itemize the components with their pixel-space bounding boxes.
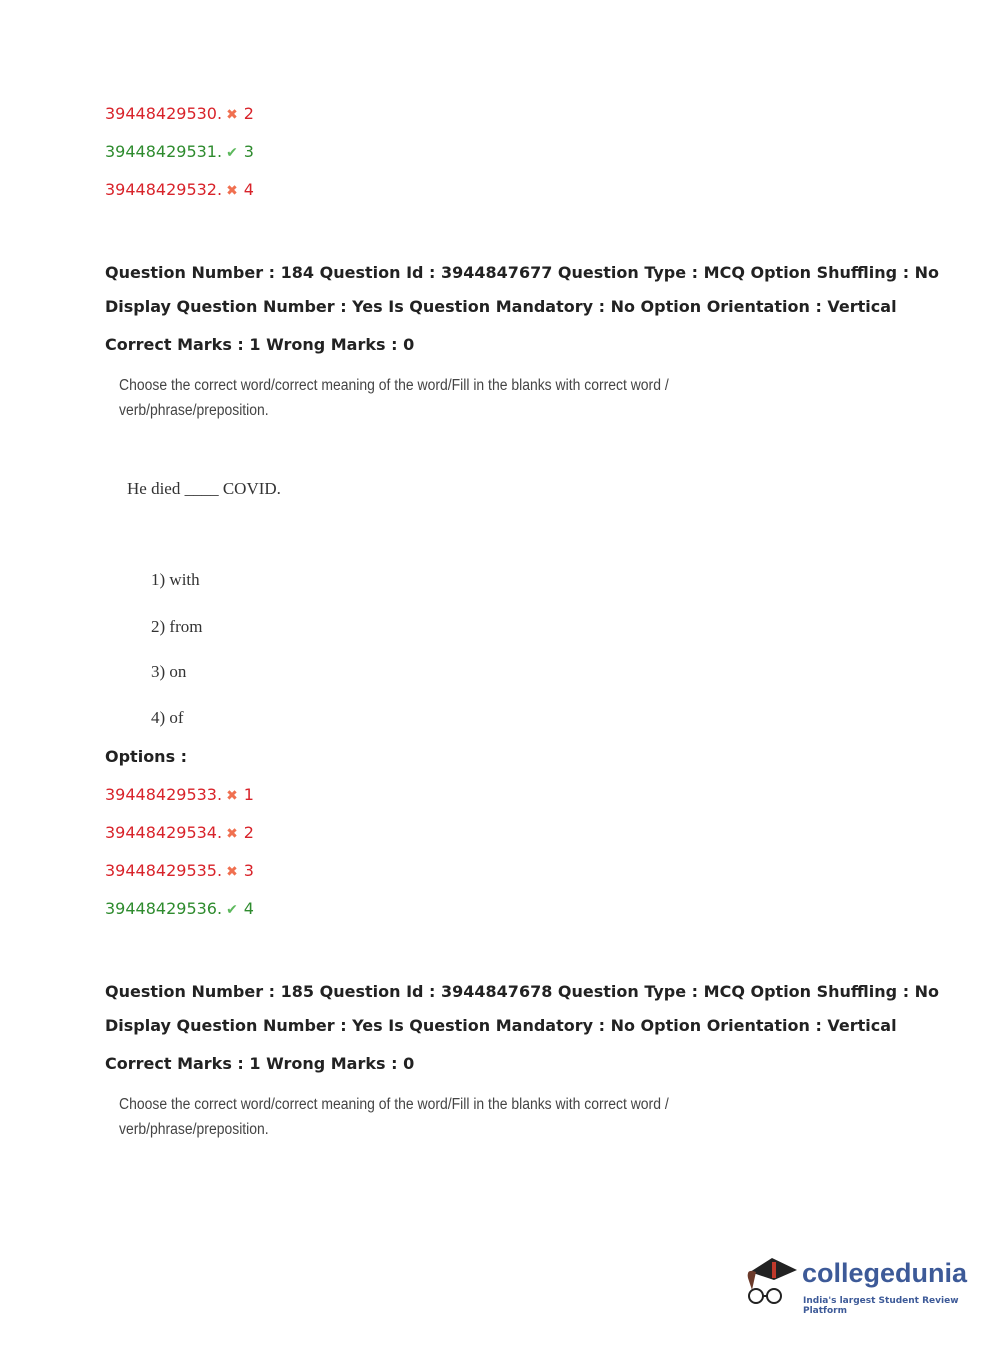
option-id: 39448429536. (105, 899, 223, 918)
option-id: 39448429532. (105, 180, 223, 199)
question-instruction (119, 1092, 669, 1142)
cross-icon: ✖ (226, 826, 238, 842)
question-meta: Display Question Number : Yes Is Question Mandatory : No Option Orientation : Vertical (105, 297, 897, 316)
question-marks: Correct Marks : 1 Wrong Marks : 0 (105, 1054, 415, 1073)
logo-name: collegedunia (802, 1258, 968, 1288)
choice: 1) with (151, 570, 200, 589)
option-row (105, 142, 254, 161)
option-value: 4 (243, 180, 254, 199)
option-value: 2 (243, 823, 254, 842)
choice: 4) of (151, 708, 184, 727)
instruction-line: Choose the correct word/correct meaning of the word/Fill in the blanks with correct word / (119, 1096, 669, 1113)
option-row (105, 861, 254, 880)
option-row (105, 899, 254, 918)
options-label: Options : (105, 747, 188, 766)
check-icon: ✔ (226, 145, 238, 161)
option-row (105, 785, 254, 804)
question-sentence: He died ____ COVID. (127, 479, 281, 498)
cross-icon: ✖ (226, 183, 238, 199)
cross-icon: ✖ (226, 864, 238, 880)
question-meta: Question Number : 185 Question Id : 3944847678 Question Type : MCQ Option Shuffling : No (105, 982, 940, 1001)
option-value: 2 (243, 104, 254, 123)
instruction-line: Choose the correct word/correct meaning of the word/Fill in the blanks with correct word / (119, 377, 669, 394)
option-id: 39448429534. (105, 823, 223, 842)
option-row (105, 104, 254, 123)
option-row (105, 180, 254, 199)
option-value: 3 (243, 861, 254, 880)
logo-tagline: India's largest Student Review Platform (803, 1296, 959, 1316)
question-meta: Display Question Number : Yes Is Question Mandatory : No Option Orientation : Vertical (105, 1016, 897, 1035)
collegedunia-logo (742, 1250, 972, 1320)
question-meta: Question Number : 184 Question Id : 3944847677 Question Type : MCQ Option Shuffling : No (105, 263, 940, 282)
option-id: 39448429530. (105, 104, 223, 123)
cross-icon: ✖ (226, 788, 238, 804)
question-marks: Correct Marks : 1 Wrong Marks : 0 (105, 335, 415, 354)
choice: 3) on (151, 662, 187, 681)
instruction-line: verb/phrase/preposition. (119, 402, 269, 419)
question-instruction (119, 373, 669, 423)
option-id: 39448429535. (105, 861, 223, 880)
option-value: 1 (243, 785, 254, 804)
option-row (105, 823, 254, 842)
option-value: 4 (243, 899, 254, 918)
option-id: 39448429531. (105, 142, 223, 161)
cross-icon: ✖ (226, 107, 238, 123)
instruction-line: verb/phrase/preposition. (119, 1121, 269, 1138)
option-value: 3 (243, 142, 254, 161)
option-id: 39448429533. (105, 785, 223, 804)
check-icon: ✔ (226, 902, 238, 918)
mascot-icon (742, 1250, 802, 1320)
choice: 2) from (151, 617, 203, 636)
